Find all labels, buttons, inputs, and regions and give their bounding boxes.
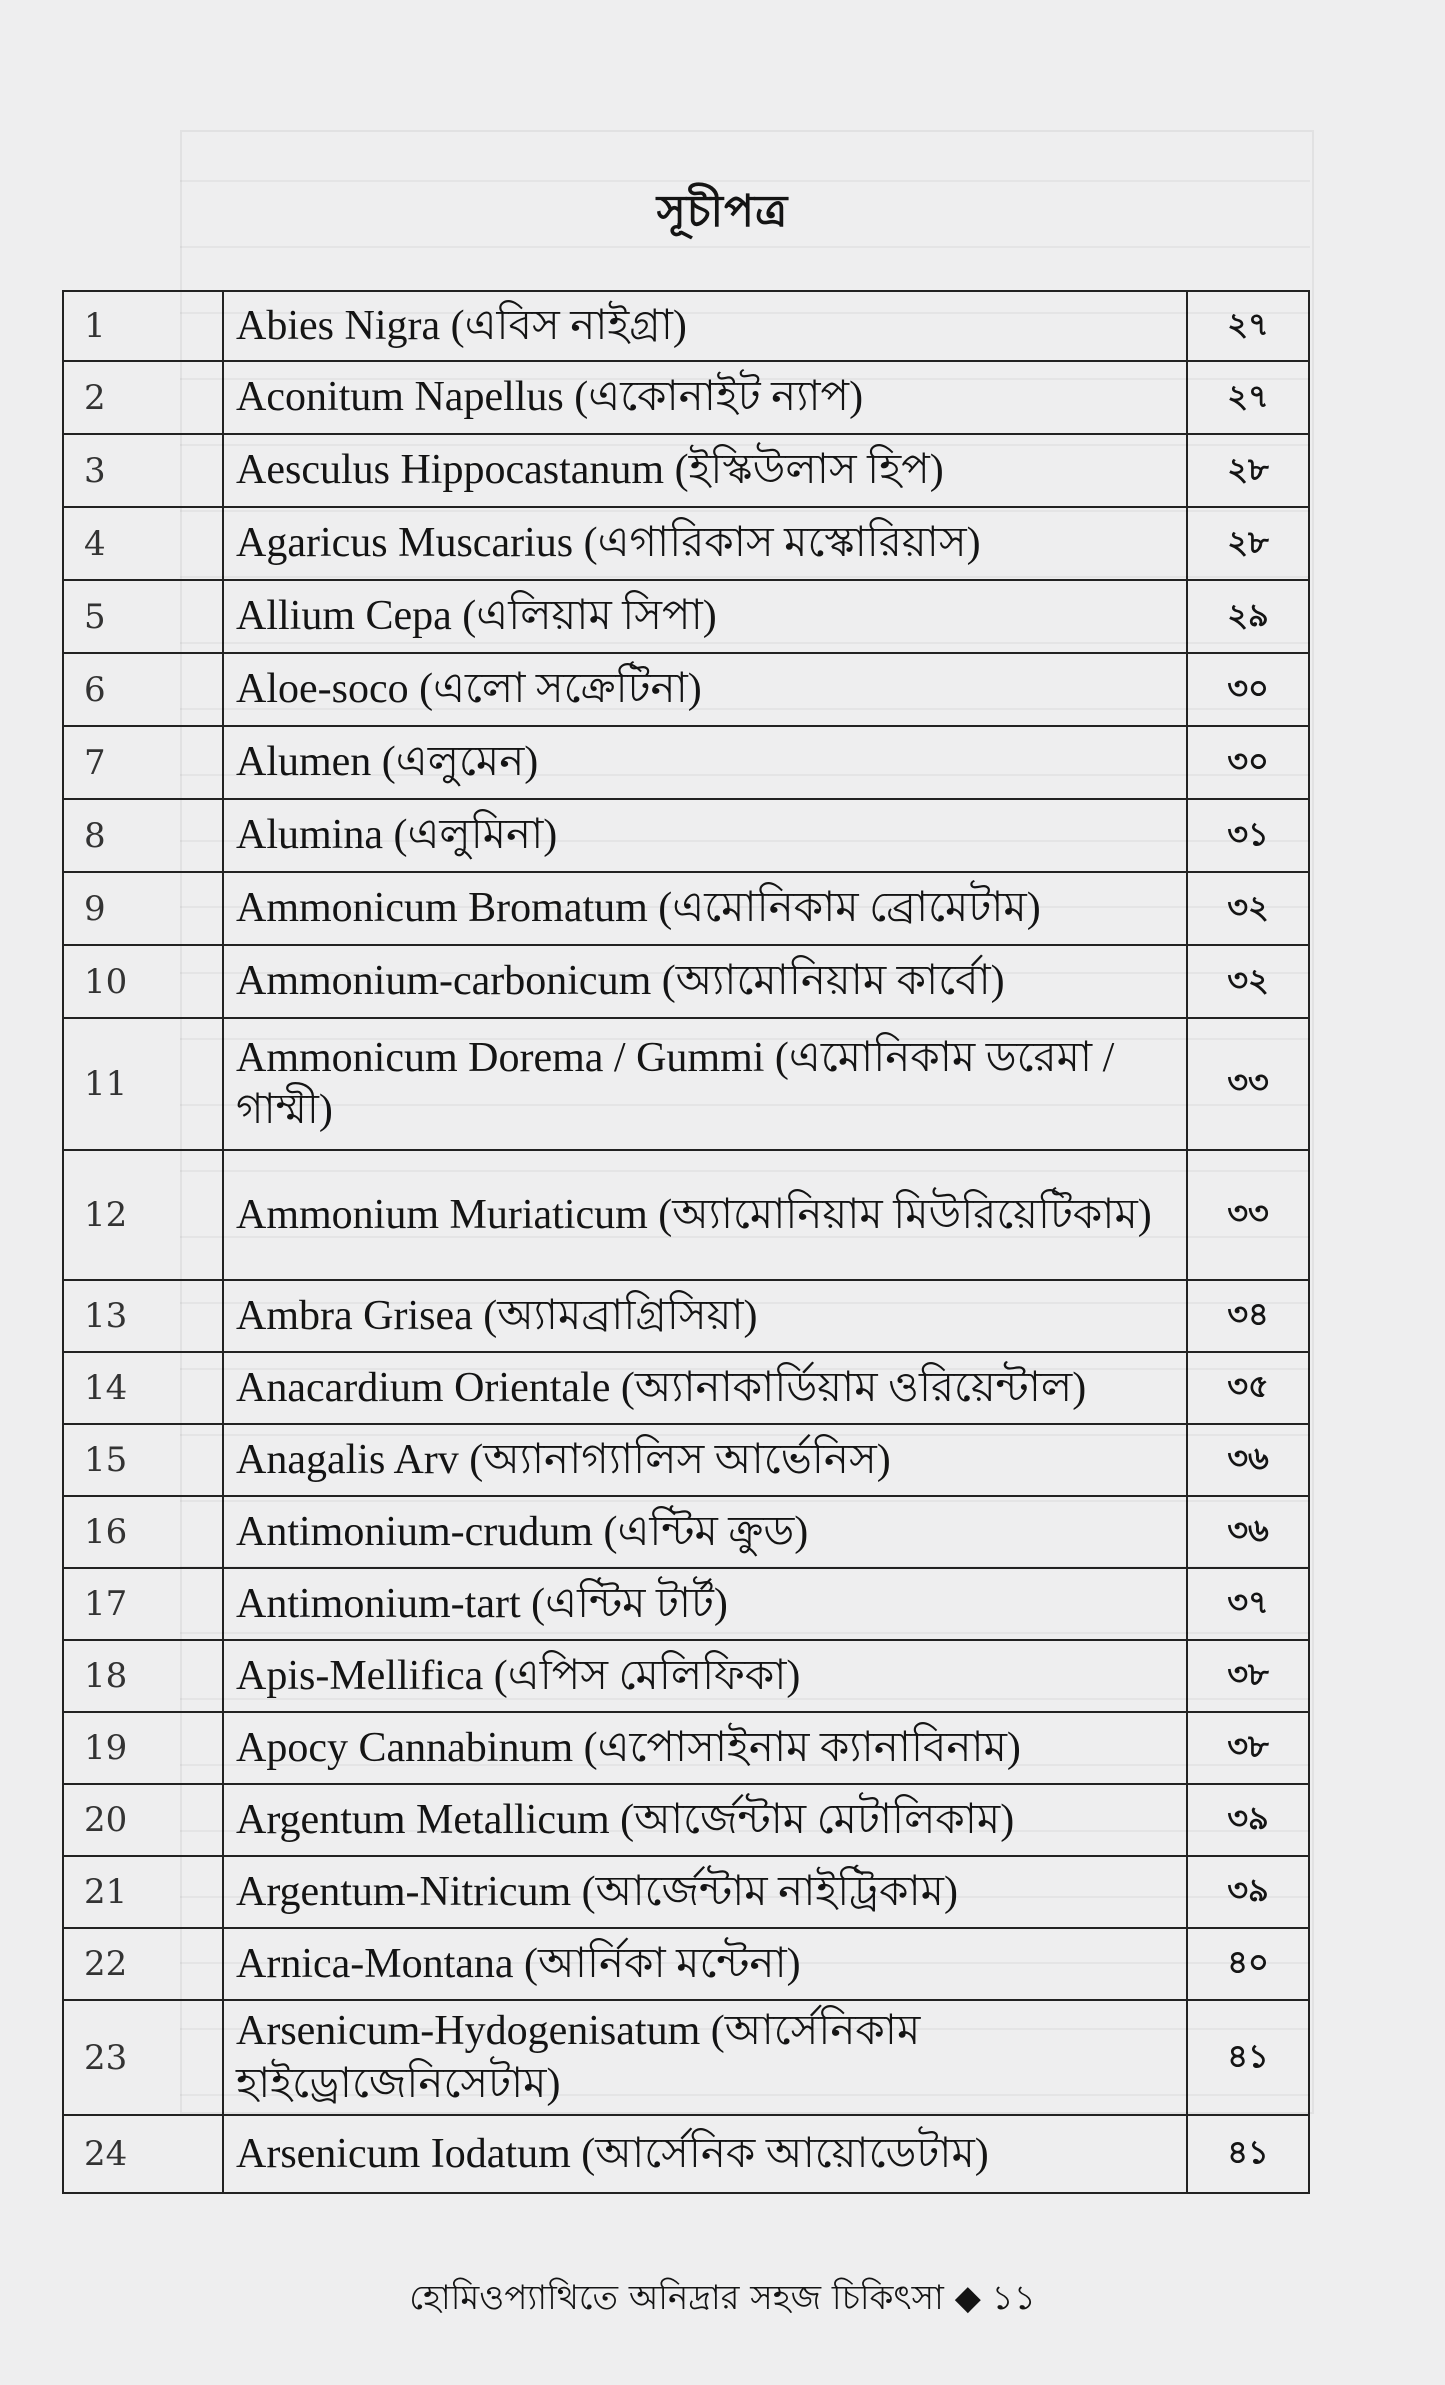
remedy-name: Allium Cepa (এলিয়াম সিপা): [223, 580, 1187, 653]
page-number: ৩২: [1187, 945, 1309, 1018]
page-number: ৩২: [1187, 872, 1309, 945]
show-through-line: [180, 1170, 1310, 1172]
show-through-line: [180, 1302, 1310, 1304]
show-through-line: [180, 378, 1310, 380]
entry-number: 23: [63, 2000, 223, 2115]
remedy-name: Arnica-Montana (আর্নিকা মন্টেনা): [223, 1928, 1187, 2000]
page-number: ৩৮: [1187, 1640, 1309, 1712]
page-number: ৪১: [1187, 2115, 1309, 2193]
table-row: [63, 1784, 1309, 1856]
remedy-name: Apocy Cannabinum (এপোসাইনাম ক্যানাবিনাম): [223, 1712, 1187, 1784]
remedy-name: Argentum Metallicum (আর্জেন্টাম মেটালিকাম): [223, 1784, 1187, 1856]
entry-number: 20: [63, 1784, 223, 1856]
remedy-name: Ammonium Muriaticum (অ্যামোনিয়াম মিউরিয়েটিকাম): [223, 1150, 1187, 1280]
show-through-line: [180, 642, 1310, 644]
show-through-line: [180, 1038, 1310, 1040]
table-row: [63, 2000, 1309, 2115]
show-through-line: [180, 246, 1310, 248]
entry-number: 19: [63, 1712, 223, 1784]
remedy-name: Aesculus Hippocastanum (ইস্কিউলাস হিপ): [223, 434, 1187, 507]
show-through-line: [180, 906, 1310, 908]
entry-number: 16: [63, 1496, 223, 1568]
page-title: সূচীপত্র: [656, 186, 789, 237]
entry-number: 6: [63, 653, 223, 726]
show-through-line: [180, 1236, 1310, 1238]
table-row: [63, 799, 1309, 872]
page-number: ৩০: [1187, 653, 1309, 726]
entry-number: 13: [63, 1280, 223, 1352]
show-through-line: [180, 444, 1310, 446]
show-through-line: [180, 1698, 1310, 1700]
show-through-line: [180, 1434, 1310, 1436]
page-number: ৩৩: [1187, 1150, 1309, 1280]
table-row: [63, 507, 1309, 580]
remedy-name: Anacardium Orientale (অ্যানাকার্ডিয়াম ওরিয়েন্টাল): [223, 1352, 1187, 1424]
show-through-line: [180, 1962, 1310, 1964]
entry-number: 22: [63, 1928, 223, 2000]
show-through-line: [180, 972, 1310, 974]
page-number: ২৮: [1187, 507, 1309, 580]
show-through-line: [180, 2094, 1310, 2096]
table-row: [63, 291, 1309, 361]
page-number: ৪১: [1187, 2000, 1309, 2115]
page-number: ৩৫: [1187, 1352, 1309, 1424]
show-through-line: [180, 2028, 1310, 2030]
remedy-name: Anagalis Arv (অ্যানাগ্যালিস আর্ভেনিস): [223, 1424, 1187, 1496]
show-through-line: [180, 708, 1310, 710]
remedy-name: Apis-Mellifica (এপিস মেলিফিকা): [223, 1640, 1187, 1712]
show-through-line: [180, 1896, 1310, 1898]
remedy-name: Ammonium-carbonicum (অ্যামোনিয়াম কার্বো): [223, 945, 1187, 1018]
show-through-line: [180, 1830, 1310, 1832]
table-row: [63, 2115, 1309, 2193]
remedy-name: Ammonicum Dorema / Gummi (এমোনিকাম ডরেমা / গাম্মী): [223, 1018, 1187, 1150]
page-number: ৩৬: [1187, 1424, 1309, 1496]
page-number: ২৮: [1187, 434, 1309, 507]
remedy-name: Agaricus Muscarius (এগারিকাস মস্কোরিয়াস): [223, 507, 1187, 580]
entry-number: 5: [63, 580, 223, 653]
table-row: [63, 653, 1309, 726]
show-through-line: [180, 1764, 1310, 1766]
show-through-line: [180, 1632, 1310, 1634]
remedy-name: Ammonicum Bromatum (এমোনিকাম ব্রোমেটাম): [223, 872, 1187, 945]
entry-number: 8: [63, 799, 223, 872]
remedy-name: Aconitum Napellus (একোনাইট ন্যাপ): [223, 361, 1187, 434]
entry-number: 14: [63, 1352, 223, 1424]
show-through-line: [180, 180, 1310, 182]
page-number: ৩৯: [1187, 1856, 1309, 1928]
page-footer: হোমিওপ্যাথিতে অনিদ্রার সহজ চিকিৎসা ◆ ১১: [409, 2278, 1036, 2318]
remedy-name: Abies Nigra (এবিস নাইগ্রা): [223, 291, 1187, 361]
remedy-name: Alumina (এলুমিনা): [223, 799, 1187, 872]
show-through-line: [180, 840, 1310, 842]
remedy-name: Antimonium-tart (এন্টিম টার্ট): [223, 1568, 1187, 1640]
remedy-name: Arsenicum-Hydogenisatum (আর্সেনিকাম হাইড্রোজেনিসেটাম): [223, 2000, 1187, 2115]
entry-number: 21: [63, 1856, 223, 1928]
page-number: ৪০: [1187, 1928, 1309, 2000]
page-number: ৩৯: [1187, 1784, 1309, 1856]
page-number: ৩০: [1187, 726, 1309, 799]
entry-number: 9: [63, 872, 223, 945]
entry-number: 12: [63, 1150, 223, 1280]
entry-number: 24: [63, 2115, 223, 2193]
show-through-line: [180, 576, 1310, 578]
entry-number: 2: [63, 361, 223, 434]
entry-number: 4: [63, 507, 223, 580]
table-row: [63, 1856, 1309, 1928]
entry-number: 1: [63, 291, 223, 361]
entry-number: 7: [63, 726, 223, 799]
table-row: [63, 872, 1309, 945]
table-row: [63, 1928, 1309, 2000]
page-number: ৩৪: [1187, 1280, 1309, 1352]
show-through-line: [180, 1566, 1310, 1568]
show-through-line: [180, 774, 1310, 776]
page-number: ৩৩: [1187, 1018, 1309, 1150]
table-row: [63, 1712, 1309, 1784]
page-number: ৩৬: [1187, 1496, 1309, 1568]
remedy-name: Argentum-Nitricum (আর্জেন্টাম নাইট্রিকাম): [223, 1856, 1187, 1928]
table-row: [63, 1568, 1309, 1640]
table-row: [63, 1496, 1309, 1568]
remedy-name: Antimonium-crudum (এন্টিম ক্রুড): [223, 1496, 1187, 1568]
page-number: ৩৮: [1187, 1712, 1309, 1784]
page-number: ৩১: [1187, 799, 1309, 872]
table-row: [63, 726, 1309, 799]
table-row: [63, 361, 1309, 434]
table-row: [63, 945, 1309, 1018]
table-row: [63, 1352, 1309, 1424]
remedy-name: Ambra Grisea (অ্যামব্রাগ্রিসিয়া): [223, 1280, 1187, 1352]
entry-number: 3: [63, 434, 223, 507]
page-number: ২৭: [1187, 291, 1309, 361]
show-through-line: [180, 510, 1310, 512]
entry-number: 17: [63, 1568, 223, 1640]
show-through-line: [180, 312, 1310, 314]
show-through-line: [180, 1104, 1310, 1106]
table-row: [63, 1640, 1309, 1712]
entry-number: 10: [63, 945, 223, 1018]
page-number: ২৭: [1187, 361, 1309, 434]
table-row: [63, 1280, 1309, 1352]
remedy-name: Aloe-soco (এলো সক্রেটিনা): [223, 653, 1187, 726]
entry-number: 11: [63, 1018, 223, 1150]
page-number: ৩৭: [1187, 1568, 1309, 1640]
remedy-name: Arsenicum Iodatum (আর্সেনিক আয়োডেটাম): [223, 2115, 1187, 2193]
show-through-line: [180, 1500, 1310, 1502]
show-through-line: [180, 1368, 1310, 1370]
page-number: ২৯: [1187, 580, 1309, 653]
entry-number: 15: [63, 1424, 223, 1496]
remedy-name: Alumen (এলুমেন): [223, 726, 1187, 799]
entry-number: 18: [63, 1640, 223, 1712]
